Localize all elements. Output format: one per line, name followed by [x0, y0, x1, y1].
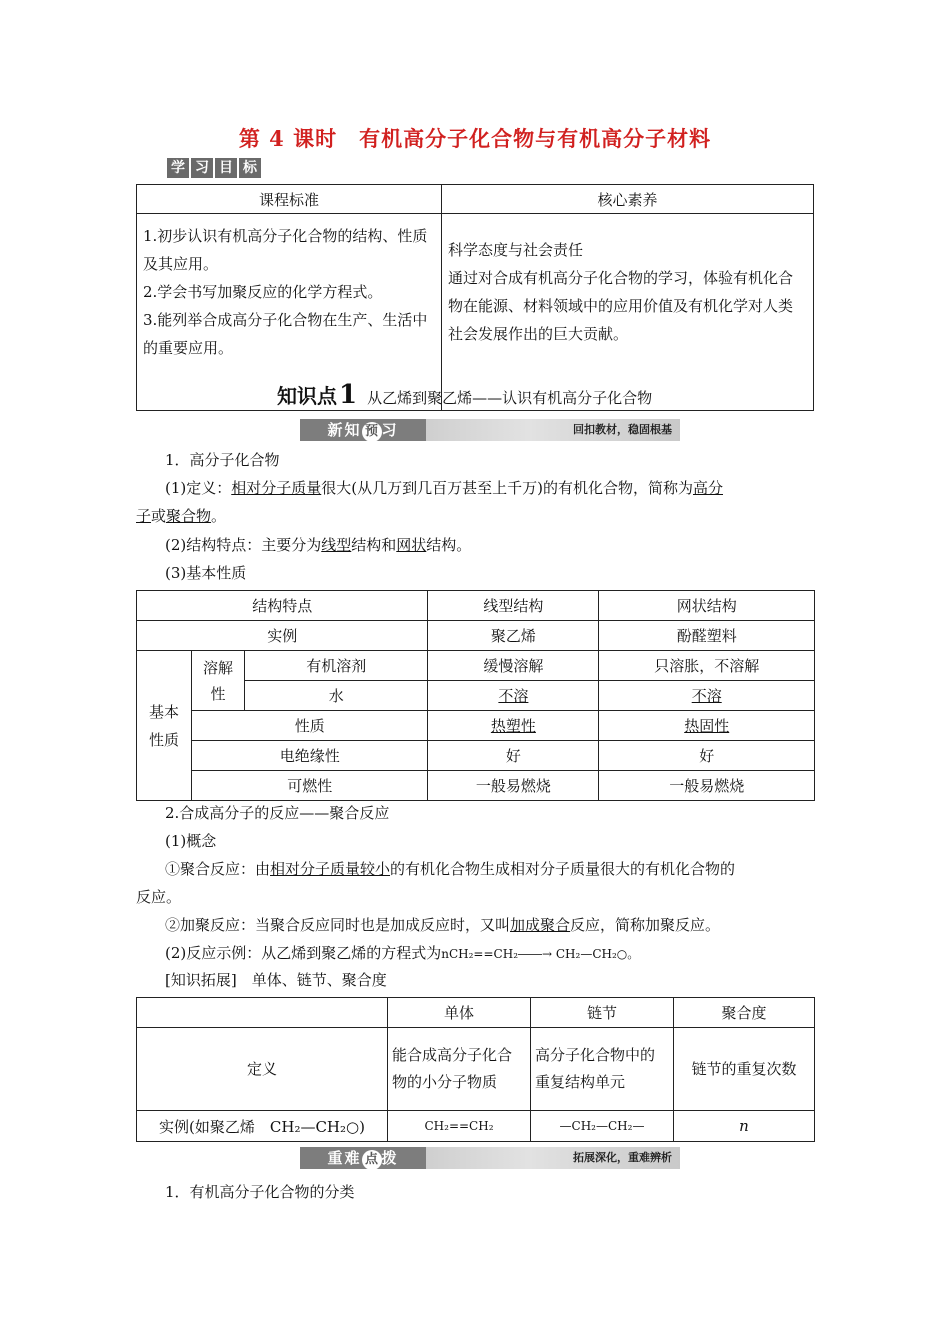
cell: 实例(如聚乙烯 CH₂—CH₂○) [137, 1111, 388, 1142]
key-points-banner [300, 1147, 680, 1169]
learning-goals-badge [167, 158, 261, 178]
monomer-table [136, 997, 815, 1142]
cell: 链节 [531, 998, 674, 1028]
cell: 水 [245, 681, 428, 711]
cell: 好 [599, 741, 815, 771]
reaction-equation: nCH₂==CH₂――→ CH₂—CH₂○。 [441, 947, 640, 961]
cell [137, 998, 388, 1028]
cell: 结构特点 [137, 591, 428, 621]
cell: —CH₂—CH₂— [531, 1111, 674, 1142]
lesson-title [0, 123, 950, 153]
concept-heading: (1)概念 [165, 832, 217, 850]
banner-subtitle: 回扣教材，稳固根基 [573, 423, 672, 436]
cell: 聚合度 [674, 998, 815, 1028]
definition-paragraph: (1)定义：相对分子质量很大(从几万到几百万甚至上千万)的有机化合物，简称为高分 [165, 479, 723, 497]
addition-polymerization: ②加聚反应：当聚合反应同时也是加成反应时，又叫加成聚合反应，简称加聚反应。 [165, 916, 721, 934]
cell: CH₂==CH₂ [388, 1111, 531, 1142]
cell: 性质 [192, 711, 428, 741]
knowledge-point-title: 从乙烯到聚乙烯——认识有机高分子化合物 [367, 389, 653, 407]
solubility-label: 溶解性 [192, 651, 245, 711]
cell: 热固性 [599, 711, 815, 741]
badge-char: 学 [167, 158, 189, 178]
goal-item: 3.能列举合成高分子化合物在生产、生活中的重要应用。 [143, 311, 428, 357]
cell: 实例 [137, 621, 428, 651]
knowledge-extension: [知识拓展] 单体、链节、聚合度 [165, 971, 387, 989]
badge-char: 标 [239, 158, 261, 178]
badge-char: 目 [215, 158, 237, 178]
goal-item: 2.学会书写加聚反应的化学方程式。 [143, 283, 383, 301]
goals-header-standard: 课程标准 [137, 185, 442, 214]
section-heading: 1．有机高分子化合物的分类 [165, 1183, 355, 1201]
cell: 定义 [137, 1028, 388, 1111]
section-heading: 2.合成高分子的反应——聚合反应 [165, 804, 390, 822]
knowledge-point-label: 知识点 [277, 384, 337, 408]
cell: 能合成高分子化合物的小分子物质 [388, 1028, 531, 1111]
lesson-number: 第 4 课时 [238, 126, 338, 151]
cell: 链节的重复次数 [674, 1028, 815, 1111]
lesson-topic: 有机高分子化合物与有机高分子材料 [359, 126, 712, 151]
cell: 一般易燃烧 [599, 771, 815, 801]
properties-heading: (3)基本性质 [165, 564, 247, 582]
banner-dot: 点 [362, 1150, 382, 1170]
cell: 单体 [388, 998, 531, 1028]
polymerization-definition: ①聚合反应：由相对分子质量较小的有机化合物生成相对分子质量很大的有机化合物的 [165, 860, 736, 878]
definition-paragraph-cont: 子或聚合物。 [136, 507, 227, 525]
goal-item: 1.初步认识有机高分子化合物的结构、性质及其应用。 [143, 227, 428, 273]
cell: 缓慢溶解 [428, 651, 599, 681]
cell: 一般易燃烧 [428, 771, 599, 801]
badge-char: 习 [191, 158, 213, 178]
basic-properties-label: 基本性质 [137, 651, 192, 801]
goals-header-literacy: 核心素养 [442, 185, 814, 214]
structure-paragraph: (2)结构特点：主要分为线型结构和网状结构。 [165, 536, 472, 554]
banner-label: 重难 点 拨 [300, 1147, 426, 1169]
cell: 不溶 [428, 681, 599, 711]
banner-subtitle: 拓展深化，重难辨析 [573, 1151, 672, 1164]
cell: 只溶胀，不溶解 [599, 651, 815, 681]
banner-label: 新知 预 习 [300, 419, 426, 441]
polymerization-definition-cont: 反应。 [136, 888, 182, 906]
knowledge-point-heading [277, 380, 652, 410]
cell: 好 [428, 741, 599, 771]
banner-dot: 预 [362, 422, 382, 442]
literacy-body: 通过对合成有机高分子化合物的学习，体验有机化合物在能源、材料领域中的应用价值及有机化学对人类社会发展作出的巨大贡献。 [448, 269, 794, 343]
section-heading: 1．高分子化合物 [165, 451, 280, 469]
cell: 酚醛塑料 [599, 621, 815, 651]
cell: 热塑性 [428, 711, 599, 741]
cell: 可燃性 [192, 771, 428, 801]
cell: 不溶 [599, 681, 815, 711]
cell: 聚乙烯 [428, 621, 599, 651]
cell: 电绝缘性 [192, 741, 428, 771]
new-knowledge-banner [300, 419, 680, 441]
literacy-title: 科学态度与社会责任 [448, 241, 584, 259]
cell: 线型结构 [428, 591, 599, 621]
goals-table [136, 184, 814, 411]
cell: 有机溶剂 [245, 651, 428, 681]
knowledge-point-number: 1 [339, 380, 358, 410]
properties-table [136, 590, 815, 801]
cell: n [674, 1111, 815, 1142]
cell: 高分子化合物中的重复结构单元 [531, 1028, 674, 1111]
cell: 网状结构 [599, 591, 815, 621]
reaction-example: (2)反应示例：从乙烯到聚乙烯的方程式为nCH₂==CH₂――→ CH₂—CH₂○。 [165, 944, 640, 962]
